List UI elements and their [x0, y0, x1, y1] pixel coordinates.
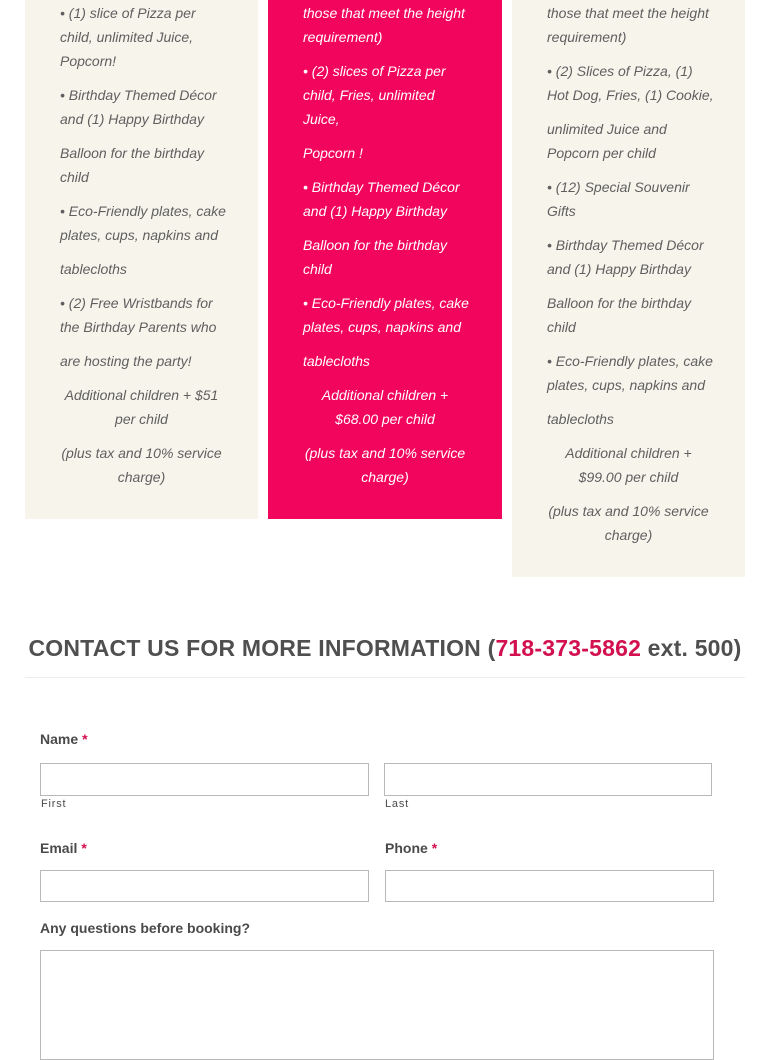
section-divider [25, 677, 745, 678]
package-card-premium [512, 0, 745, 577]
package-feature-line: • (2) slices of Pizza per [303, 63, 446, 79]
required-marker: * [431, 840, 438, 856]
contact-heading [0, 630, 770, 666]
package-feature-line: tablecloths [303, 353, 370, 369]
package-feature-line: Popcorn! [60, 53, 117, 69]
package-feature-line: the Birthday Parents who [60, 319, 217, 335]
package-feature-line: requirement) [547, 29, 627, 45]
additional-children-price: Additional children + [565, 445, 692, 461]
package-feature-line: plates, cups, napkins and [547, 377, 705, 393]
tax-note: charge) [361, 469, 409, 485]
phone-input[interactable] [385, 870, 714, 902]
additional-children-price: Additional children + $51 [64, 387, 219, 403]
package-card-featured [268, 0, 502, 519]
package-feature-line: Popcorn per child [547, 145, 656, 161]
required-marker: * [82, 731, 88, 747]
package-feature-line: tablecloths [547, 411, 614, 427]
package-feature-line: and (1) Happy Birthday [303, 203, 447, 219]
package-feature-line: child [60, 169, 89, 185]
package-feature-line: • Eco-Friendly plates, cake [303, 295, 469, 311]
email-label [40, 840, 87, 856]
package-feature-line: plates, cups, napkins and [60, 227, 218, 243]
package-feature-line: those that meet the height [547, 5, 709, 21]
questions-label: Any questions before booking? [40, 920, 251, 936]
package-feature-line: child [547, 319, 576, 335]
questions-textarea[interactable] [40, 950, 714, 1060]
package-feature-line: • Eco-Friendly plates, cake [60, 203, 226, 219]
package-feature-line: are hosting the party! [60, 353, 192, 369]
package-feature-line: unlimited Juice and [547, 121, 667, 137]
package-feature-line: • (2) Slices of Pizza, (1) [547, 63, 693, 79]
first-name-input[interactable] [40, 763, 369, 796]
package-feature-line: requirement) [303, 29, 383, 45]
package-feature-line: Balloon for the birthday [60, 145, 204, 161]
package-feature-line: tablecloths [60, 261, 127, 277]
phone-label-text: Phone [385, 840, 428, 856]
required-marker: * [81, 840, 87, 856]
package-feature-line: Balloon for the birthday [303, 237, 447, 253]
package-feature-line: Juice, [303, 111, 340, 127]
package-feature-line: • (2) Free Wristbands for [60, 295, 213, 311]
tax-note: charge) [117, 469, 166, 485]
package-feature-line: Gifts [547, 203, 576, 219]
tax-note: (plus tax and 10% service [304, 445, 466, 461]
package-feature-line: plates, cups, napkins and [303, 319, 461, 335]
additional-children-price: per child [115, 411, 168, 427]
contact-heading-suffix: ext. 500) [641, 635, 742, 661]
package-card-basic [25, 0, 258, 519]
contact-heading-prefix: CONTACT US FOR MORE INFORMATION ( [28, 635, 496, 661]
package-feature-line: and (1) Happy Birthday [547, 261, 691, 277]
package-feature-line: • (1) slice of Pizza per [60, 5, 196, 21]
name-label [40, 731, 88, 747]
phone-label [385, 840, 437, 856]
additional-children-price: $99.00 per child [578, 469, 679, 485]
package-feature-line: and (1) Happy Birthday [60, 111, 204, 127]
package-feature-line: • Birthday Themed Décor [547, 237, 704, 253]
package-feature-line: • Eco-Friendly plates, cake [547, 353, 713, 369]
package-feature-line: child, unlimited Juice, [60, 29, 194, 45]
package-feature-line: Hot Dog, Fries, (1) Cookie, [547, 87, 714, 103]
first-name-sublabel: First [41, 798, 67, 810]
tax-note: (plus tax and 10% service [61, 445, 222, 461]
package-feature-line: Balloon for the birthday [547, 295, 691, 311]
tax-note: (plus tax and 10% service [548, 503, 709, 519]
package-feature-line: child [303, 261, 332, 277]
last-name-sublabel: Last [385, 798, 409, 810]
additional-children-price: $68.00 per child [335, 411, 435, 427]
package-feature-line: Popcorn ! [303, 145, 363, 161]
email-input[interactable] [40, 870, 369, 902]
additional-children-price: Additional children + [321, 387, 449, 403]
email-label-text: Email [40, 840, 78, 856]
name-label-text: Name [40, 731, 79, 747]
phone-link[interactable]: 718-373-5862 [495, 635, 642, 661]
package-feature-line: • (12) Special Souvenir [547, 179, 690, 195]
tax-note: charge) [604, 527, 653, 543]
package-feature-line: • Birthday Themed Décor [60, 87, 217, 103]
last-name-input[interactable] [384, 763, 712, 796]
package-feature-line: • Birthday Themed Décor [303, 179, 460, 195]
package-feature-line: those that meet the height [303, 5, 465, 21]
package-feature-line: child, Fries, unlimited [303, 87, 435, 103]
